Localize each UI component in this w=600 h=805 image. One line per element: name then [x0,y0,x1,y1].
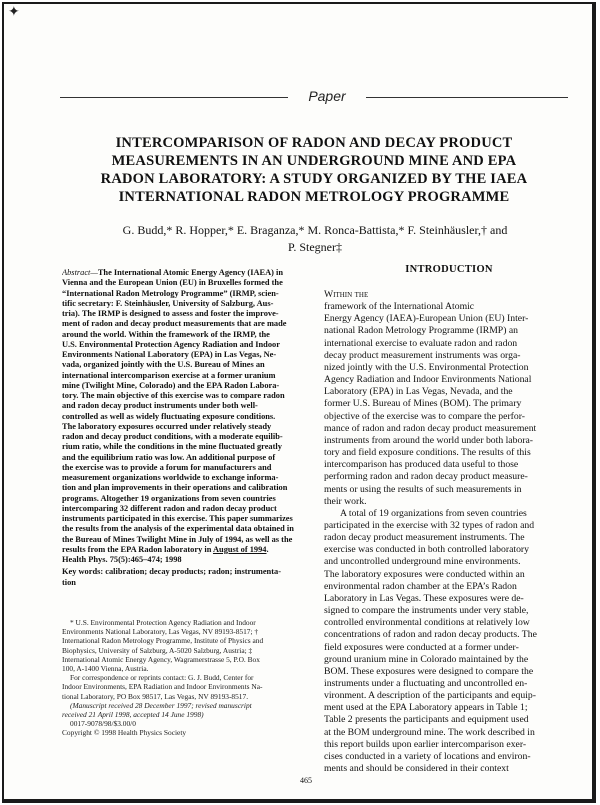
body-line: mance of radon and radon decay product measurement [324,422,537,434]
abstract-line: and the equilibrium ratio was low. An additional purpose of [62,452,276,462]
body-line: exercise was conducted in both controlled laboratory [324,544,529,556]
footnote-line: Indoor Environments, EPA Radiation and Indoor Environments Na- [62,682,263,692]
author-list [80,222,550,256]
body-line: concentrations of radon and radon decay products. The [324,629,537,641]
keywords-line: tion [62,577,76,587]
body-line: signed to compare the instruments under very stable, [324,605,529,617]
body-line: at the BOM underground mine. The work described in [324,726,535,738]
body-line: decay product measurement instruments was orga- [324,349,521,361]
abstract-line: instruments participated in this exercise. This paper summarizes [62,514,293,523]
body-line: ment used at the EPA Laboratory appears in Table 1; [324,702,528,714]
abstract-line: “International Radon Metrology Programme” (IRMP, scien- [62,288,279,298]
corner-mark: ✦ [8,5,20,20]
abstract-line: controlled as well as widely fluctuating exposure conditions. [62,411,276,421]
page-number: 465 [300,776,312,785]
title-line: INTERNATIONAL RADON METROLOGY PROGRAMME [118,189,510,205]
abstract-line: ment of radon and decay product measurements that are made [62,319,287,329]
copyright-line: Copyright © 1998 Health Physics Society [62,728,187,738]
footnote-line: received 21 April 1998, accepted 14 June 1998) [62,710,204,720]
footnote-line: International Atomic Energy Agency, Wagramerstrasse 5, P.O. Box [62,654,260,664]
abstract-line: tria). The IRMP is designed to assess and foster the improve- [62,309,279,318]
abstract-underlined-date: August of 1994 [212,544,267,554]
abstract-line: vada, organized jointly with the U.S. Bureau of Mines an [62,360,265,370]
keywords [62,567,306,588]
body-line: nized jointly with the U.S. Environmental Protection [324,361,529,373]
body-line: A total of 19 organizations from seven countries [340,507,527,519]
abstract-text: . [266,544,269,554]
body-line: tory and field exposure conditions. The results of this [324,447,531,459]
footnote-line: 100, A-1400 Vienna, Austria. [62,664,149,674]
body-line: ground uranium mine in Colorado maintained by the [324,653,529,665]
abstract-line: Vienna and the European Union (EU) in Bruxelles formed the [62,278,283,288]
body-line: former U.S. Bureau of Mines (BOM). The primary [324,398,522,410]
abstract-line: Environments National Laboratory (EPA) in Las Vegas, Ne- [62,350,277,359]
footnote-line: (Manuscript received 28 December 1997; revised manuscript [70,700,252,710]
title-line: MEASUREMENTS IN AN UNDERGROUND MINE AND EPA [111,153,517,169]
abstract-line: around the world. Within the framework of the IRMP, the [62,329,270,339]
abstract-line: tific secretary: F. Steinhäusler, University of Salzburg, Aus- [62,298,274,308]
abstract-line: and radon decay product instruments under both well- [62,401,258,411]
body-line: Laboratory (EPA) in Las Vegas, Nevada, and the [324,386,513,398]
body-line: controlled environmental conditions at relatively low [324,617,530,629]
body-line: environmental radon chamber at the EPA’s Radon [324,580,517,592]
body-line: national Radon Metrology Programme (IRMP) an [324,325,518,337]
body-line: performing radon and radon decay product measure- [324,471,528,483]
abstract [62,268,306,565]
body-line: cises conducted in a variety of locations and environ- [324,750,531,762]
abstract-line: rium ratio, while the conditions in the mine fluctuated greatly [62,442,282,452]
abstract-line: mine (Twilight Mine, Colorado) and the EPA Radon Labora- [62,380,280,390]
body-line: intercomparison has produced data useful to those [324,459,519,471]
body-line: international exercise to evaluate radon and radon [324,337,518,349]
abstract-line: tory. The main objective of this exercise was to compare radon [62,391,285,400]
header-rule-right [366,97,568,98]
abstract-text: The International Atomic Energy Agency (IAEA) in [97,268,284,277]
abstract-last-line [62,545,306,555]
body-line: ments or using the results of such measurements in [324,483,522,495]
citation: Health Phys. 75(5):465–474; 1998 [62,555,182,564]
right-column [324,262,574,775]
abstract-line: programs. Altogether 19 organizations from seven countries [62,493,276,503]
body-line: objective of the exercise was to compare the perfor- [324,410,525,422]
abstract-body [62,278,306,545]
footnote-line: tional Laboratory, PO Box 98517, Las Vegas, NV 89193-8517. [62,691,249,701]
introduction-body [324,289,574,775]
body-line: ments and should be considered in their context [324,763,509,775]
body-line: field exposures were conducted at a former under- [324,641,519,653]
title-line: RADON LABORATORY: A STUDY ORGANIZED BY THE IAEA [100,171,528,187]
author-line: G. Budd,* R. Hopper,* E. Braganza,* M. Ronca-Battista,* F. Steinhäusler,† and [122,223,508,237]
abstract-line: the Bureau of Mines Twilight Mine in July of 1994, as well as the [62,534,293,544]
left-column [62,268,306,588]
section-label: Paper [308,88,346,104]
body-line [324,289,574,313]
abstract-line: radon and decay product conditions, with a moderate equilib- [62,432,283,441]
section-header [60,88,568,105]
section-heading: INTRODUCTION [405,264,493,275]
body-line: Agency Radiation and Indoor Environments National [324,374,532,386]
abstract-label: Abstract— [62,268,98,277]
footnote-line: For correspondence or reprints contact: G. J. Budd, Center for [70,673,254,683]
body-line: The laboratory exposures were conducted within an [324,568,525,580]
abstract-line: The laboratory exposures occurred under relatively steady [62,421,272,431]
body-text: framework of the International Atomic [324,301,475,313]
body-line: and uncontrolled underground mine environments. [324,556,521,568]
body-line: instruments under a fluctuating and uncontrolled en- [324,678,528,689]
abstract-line: the results from the analysis of the experimental data obtained in [62,524,294,534]
abstract-first-line [62,268,306,278]
abstract-line: international intercomparison exercise at a former uranium [62,370,276,380]
footnote-line: Environments National Laboratory, Las Vegas, NV 89193-8517; † [62,627,259,637]
body-line: radon decay product measurement instruments. The [324,532,525,544]
abstract-line: measurement organizations worldwide to exchange informa- [62,473,279,482]
body-line: Table 2 presents the participants and equipment used [324,714,529,726]
footnote-line: * U.S. Environmental Protection Agency Radiation and Indoor [70,618,256,627]
paper-title [60,134,568,206]
keywords-line: Key words: calibration; decay products; radon; instrumenta- [62,567,281,577]
body-line: vironment. A description of the participants and equip- [324,690,536,702]
body-line: their work. [324,495,367,507]
body-line: participated in the exercise with 32 types of radon and [324,519,535,531]
body-line: this report builds upon earlier intercomparison exer- [324,738,527,750]
body-line: Energy Agency (IAEA)-European Union (EU) Inter- [324,313,529,325]
author-line: P. Stegner‡ [288,240,342,254]
footnotes [62,618,306,738]
header-rule-left [60,97,288,98]
abstract-text: results from the EPA Radon laboratory in [62,544,213,554]
abstract-line: tion and plan improvements in their operations and calibration [62,483,288,493]
body-line: BOM. These exposures were designed to compare the [324,665,534,677]
abstract-line: the exercise was to provide a forum for manufacturers and [62,462,272,472]
title-line: INTERCOMPARISON OF RADON AND DECAY PRODUCT [115,135,513,151]
abstract-line: intercomparing 32 different radon and radon decay product [62,503,277,513]
abstract-line: U.S. Environmental Protection Agency Radiation and Indoor [62,339,280,349]
footnote-line: Biophysics, University of Salzburg, A-5020 Salzburg, Austria; ‡ [62,645,253,655]
issn-line: 0017-9078/98/$3.00/0 [70,719,136,729]
footnote-line: International Radon Metrology Programme, Institute of Physics and [62,636,264,646]
drop-smallcaps: Within the [324,289,369,300]
body-line: Laboratory in Las Vegas. These exposures were de- [324,592,524,604]
body-line: instruments from around the world under both labora- [324,434,534,446]
